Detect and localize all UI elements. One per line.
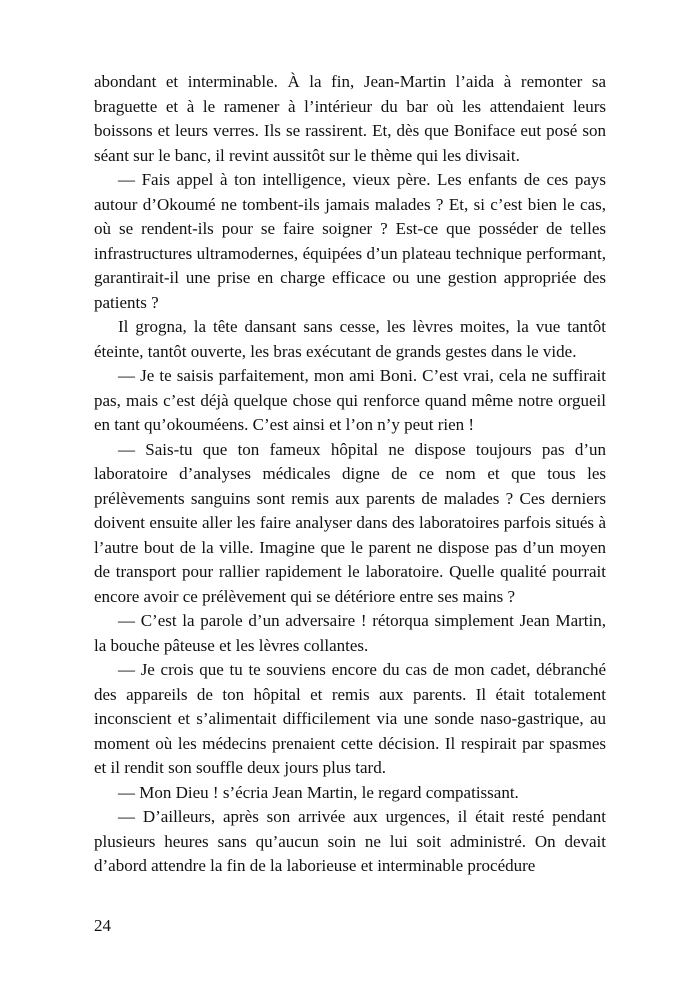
body-text [94, 70, 606, 879]
paragraph-7: — Je crois que tu te souviens encore du cas de mon cadet, débranché des appareils de ton hôpital et remis aux parents. Il était totalement inconscient et s’alimentait difficilement via une sonde naso-gastrique, au moment où les médecins prenaient cette décision. Il respirait par spasmes et il rendit son souffle deux jours plus tard. [94, 660, 606, 777]
paragraph-2: — Fais appel à ton intelligence, vieux père. Les enfants de ces pays autour d’Okoumé ne tombent-ils jamais malades ? Et, si c’est bien le cas, où se rendent-ils pour se faire soigner ? Est-ce que posséder de telles infrastructures ultramodernes, équipées d’un plateau technique performant, garantirait-il une prise en charge efficace ou une gestion appropriée des patients ? [94, 170, 606, 312]
paragraph-8: — Mon Dieu ! s’écria Jean Martin, le regard compatissant. [118, 782, 519, 802]
paragraph-1: abondant et interminable. À la fin, Jean-Martin l’aida à remonter sa braguette et à le ramener à l’intérieur du bar où les attendaient leurs boissons et leurs verres. Ils se rassirent. Et, dès que Boniface eut posé son séant sur le banc, il revint aussitôt sur le thème qui les divisait. [94, 72, 606, 165]
paragraph-5: — Sais-tu que ton fameux hôpital ne dispose toujours pas d’un laboratoire d’analyses médicales digne de ce nom et que tous les prélèvements sanguins sont remis aux parents de malades ? Ces derniers doivent ensuite aller les faire analyser dans des laboratoires parfois situés à l’autre bout de la ville. Imagine que le parent ne dispose pas d’un moyen de transport pour rallier rapidement le laboratoire. Quelle qualité pourrait encore avoir ce prélèvement qui se détériore entre ses mains ? [94, 439, 606, 606]
paragraph-3: Il grogna, la tête dansant sans cesse, les lèvres moites, la vue tantôt éteinte, tantôt ouverte, les bras exécutant de grands gestes dans le vide. [94, 317, 606, 361]
page-number: 24 [94, 916, 111, 935]
paragraph-6: — C’est la parole d’un adversaire ! rétorqua simplement Jean Martin, la bouche pâteuse et les lèvres collantes. [94, 611, 606, 655]
paragraph-9: — D’ailleurs, après son arrivée aux urgences, il était resté pendant plusieurs heures sans qu’aucun soin ne lui soit administré. On devait d’abord attendre la fin de la laborieuse et interminable procédure [94, 807, 606, 875]
paragraph-4: — Je te saisis parfaitement, mon ami Boni. C’est vrai, cela ne suffirait pas, mais c’est déjà quelque chose qui renforce quand même notre orgueil en tant qu’okouméens. C’est ainsi et l’on n’y peut rien ! [94, 366, 606, 434]
